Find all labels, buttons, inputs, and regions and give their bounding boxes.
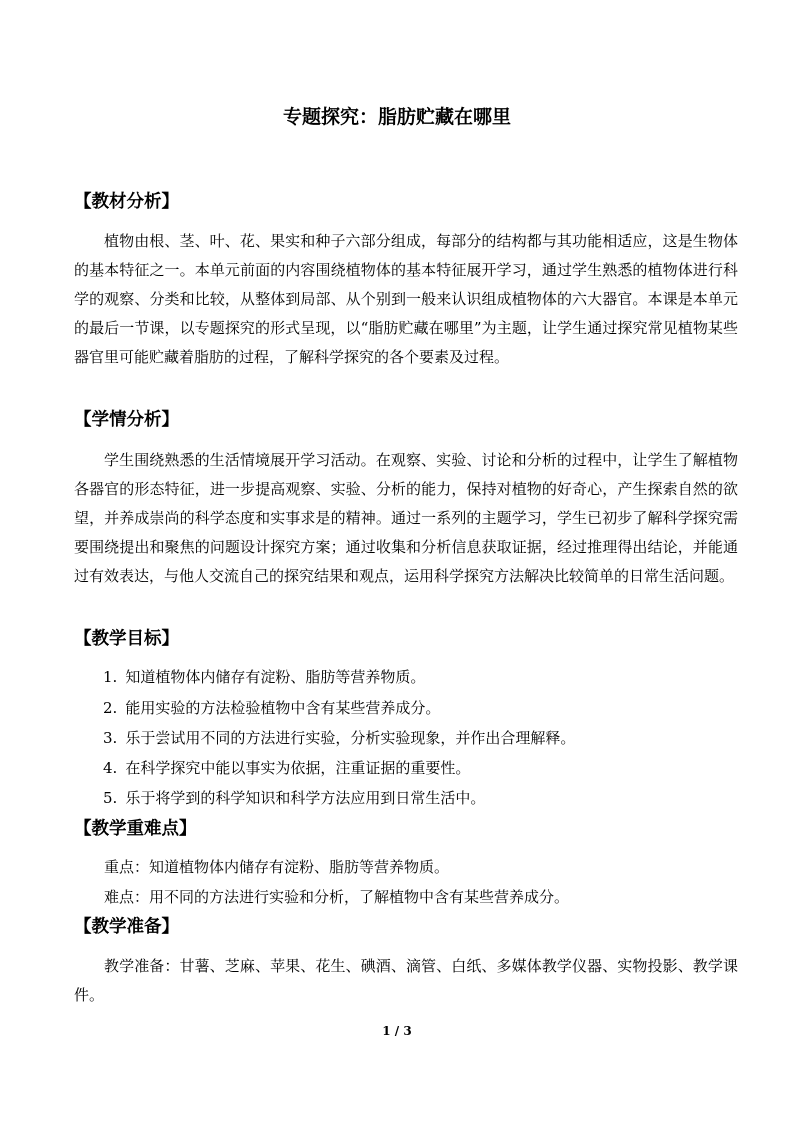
paragraph-textbook-analysis: 植物由根、茎、叶、花、果实和种子六部分组成，每部分的结构都与其功能相适应，这是生物体的基本特征之一。本单元前面的内容围绕植物体的基本特征展开学习，通过学生熟悉的植物体进行科学的观察、分类和比较，从整体到局部、从个别到一般来认识组成植物体的六大器官。本课是本单元的最后一节课，以专题探究的形式呈现，以“脂肪贮藏在哪里”为主题，让学生通过探究常见植物某些器官里可能贮藏着脂肪的过程，了解科学探究的各个要素及过程。: [74, 232, 738, 366]
objective-item: [103, 663, 425, 692]
heading-preparation: 【教学准备】: [74, 917, 179, 937]
objective-text: 知道植物体内储存有淀粉、脂肪等营养物质。: [125, 668, 426, 686]
key-point-text: 重点：知道植物体内储存有淀粉、脂肪等营养物质。: [104, 858, 450, 876]
objective-number: 4.: [103, 759, 118, 777]
difficult-point-text: 难点：用不同的方法进行实验和分析，了解植物中含有某些营养成分。: [104, 888, 570, 906]
objective-text: 乐于将学到的科学知识和科学方法应用到日常生活中。: [125, 789, 486, 807]
objective-number: 2.: [103, 699, 118, 717]
paragraph-preparation: 教学准备：甘薯、芝麻、苹果、花生、碘酒、滴管、白纸、多媒体教学仪器、实物投影、教学课件。: [74, 957, 738, 1004]
objective-item: [103, 784, 485, 813]
objective-number: 3.: [103, 729, 118, 747]
objective-item: [103, 724, 575, 753]
heading-objectives: 【教学目标】: [74, 629, 179, 649]
objective-number: 1.: [103, 668, 118, 686]
page-number: 1 / 3: [382, 1024, 412, 1038]
objective-text: 能用实验的方法检验植物中含有某些营养成分。: [125, 699, 441, 717]
page-title: 专题探究：脂肪贮藏在哪里: [282, 106, 511, 128]
paragraph-student-analysis: 学生围绕熟悉的生活情境展开学习活动。在观察、实验、讨论和分析的过程中，让学生了解植物各器官的形态特征，进一步提高观察、实验、分析的能力，保持对植物的好奇心，产生探索自然的欲望，并养成崇尚的科学态度和实事求是的精神。通过一系列的主题学习，学生已初步了解科学探究需要围绕提出和聚焦的问题设计探究方案；通过收集和分析信息获取证据，经过推理得出结论，并能通过有效表达，与他人交流自己的探究结果和观点，运用科学探究方法解决比较简单的日常生活问题。: [74, 451, 738, 585]
objective-number: 5.: [103, 789, 118, 807]
objective-item: [103, 754, 470, 783]
objective-text: 在科学探究中能以事实为依据，注重证据的重要性。: [125, 759, 471, 777]
heading-textbook-analysis: 【教材分析】: [74, 192, 179, 212]
objective-text: 乐于尝试用不同的方法进行实验，分析实验现象，并作出合理解释。: [125, 729, 576, 747]
heading-student-analysis: 【学情分析】: [74, 410, 179, 430]
objective-item: [103, 694, 440, 723]
heading-key-points: 【教学重难点】: [74, 819, 197, 839]
